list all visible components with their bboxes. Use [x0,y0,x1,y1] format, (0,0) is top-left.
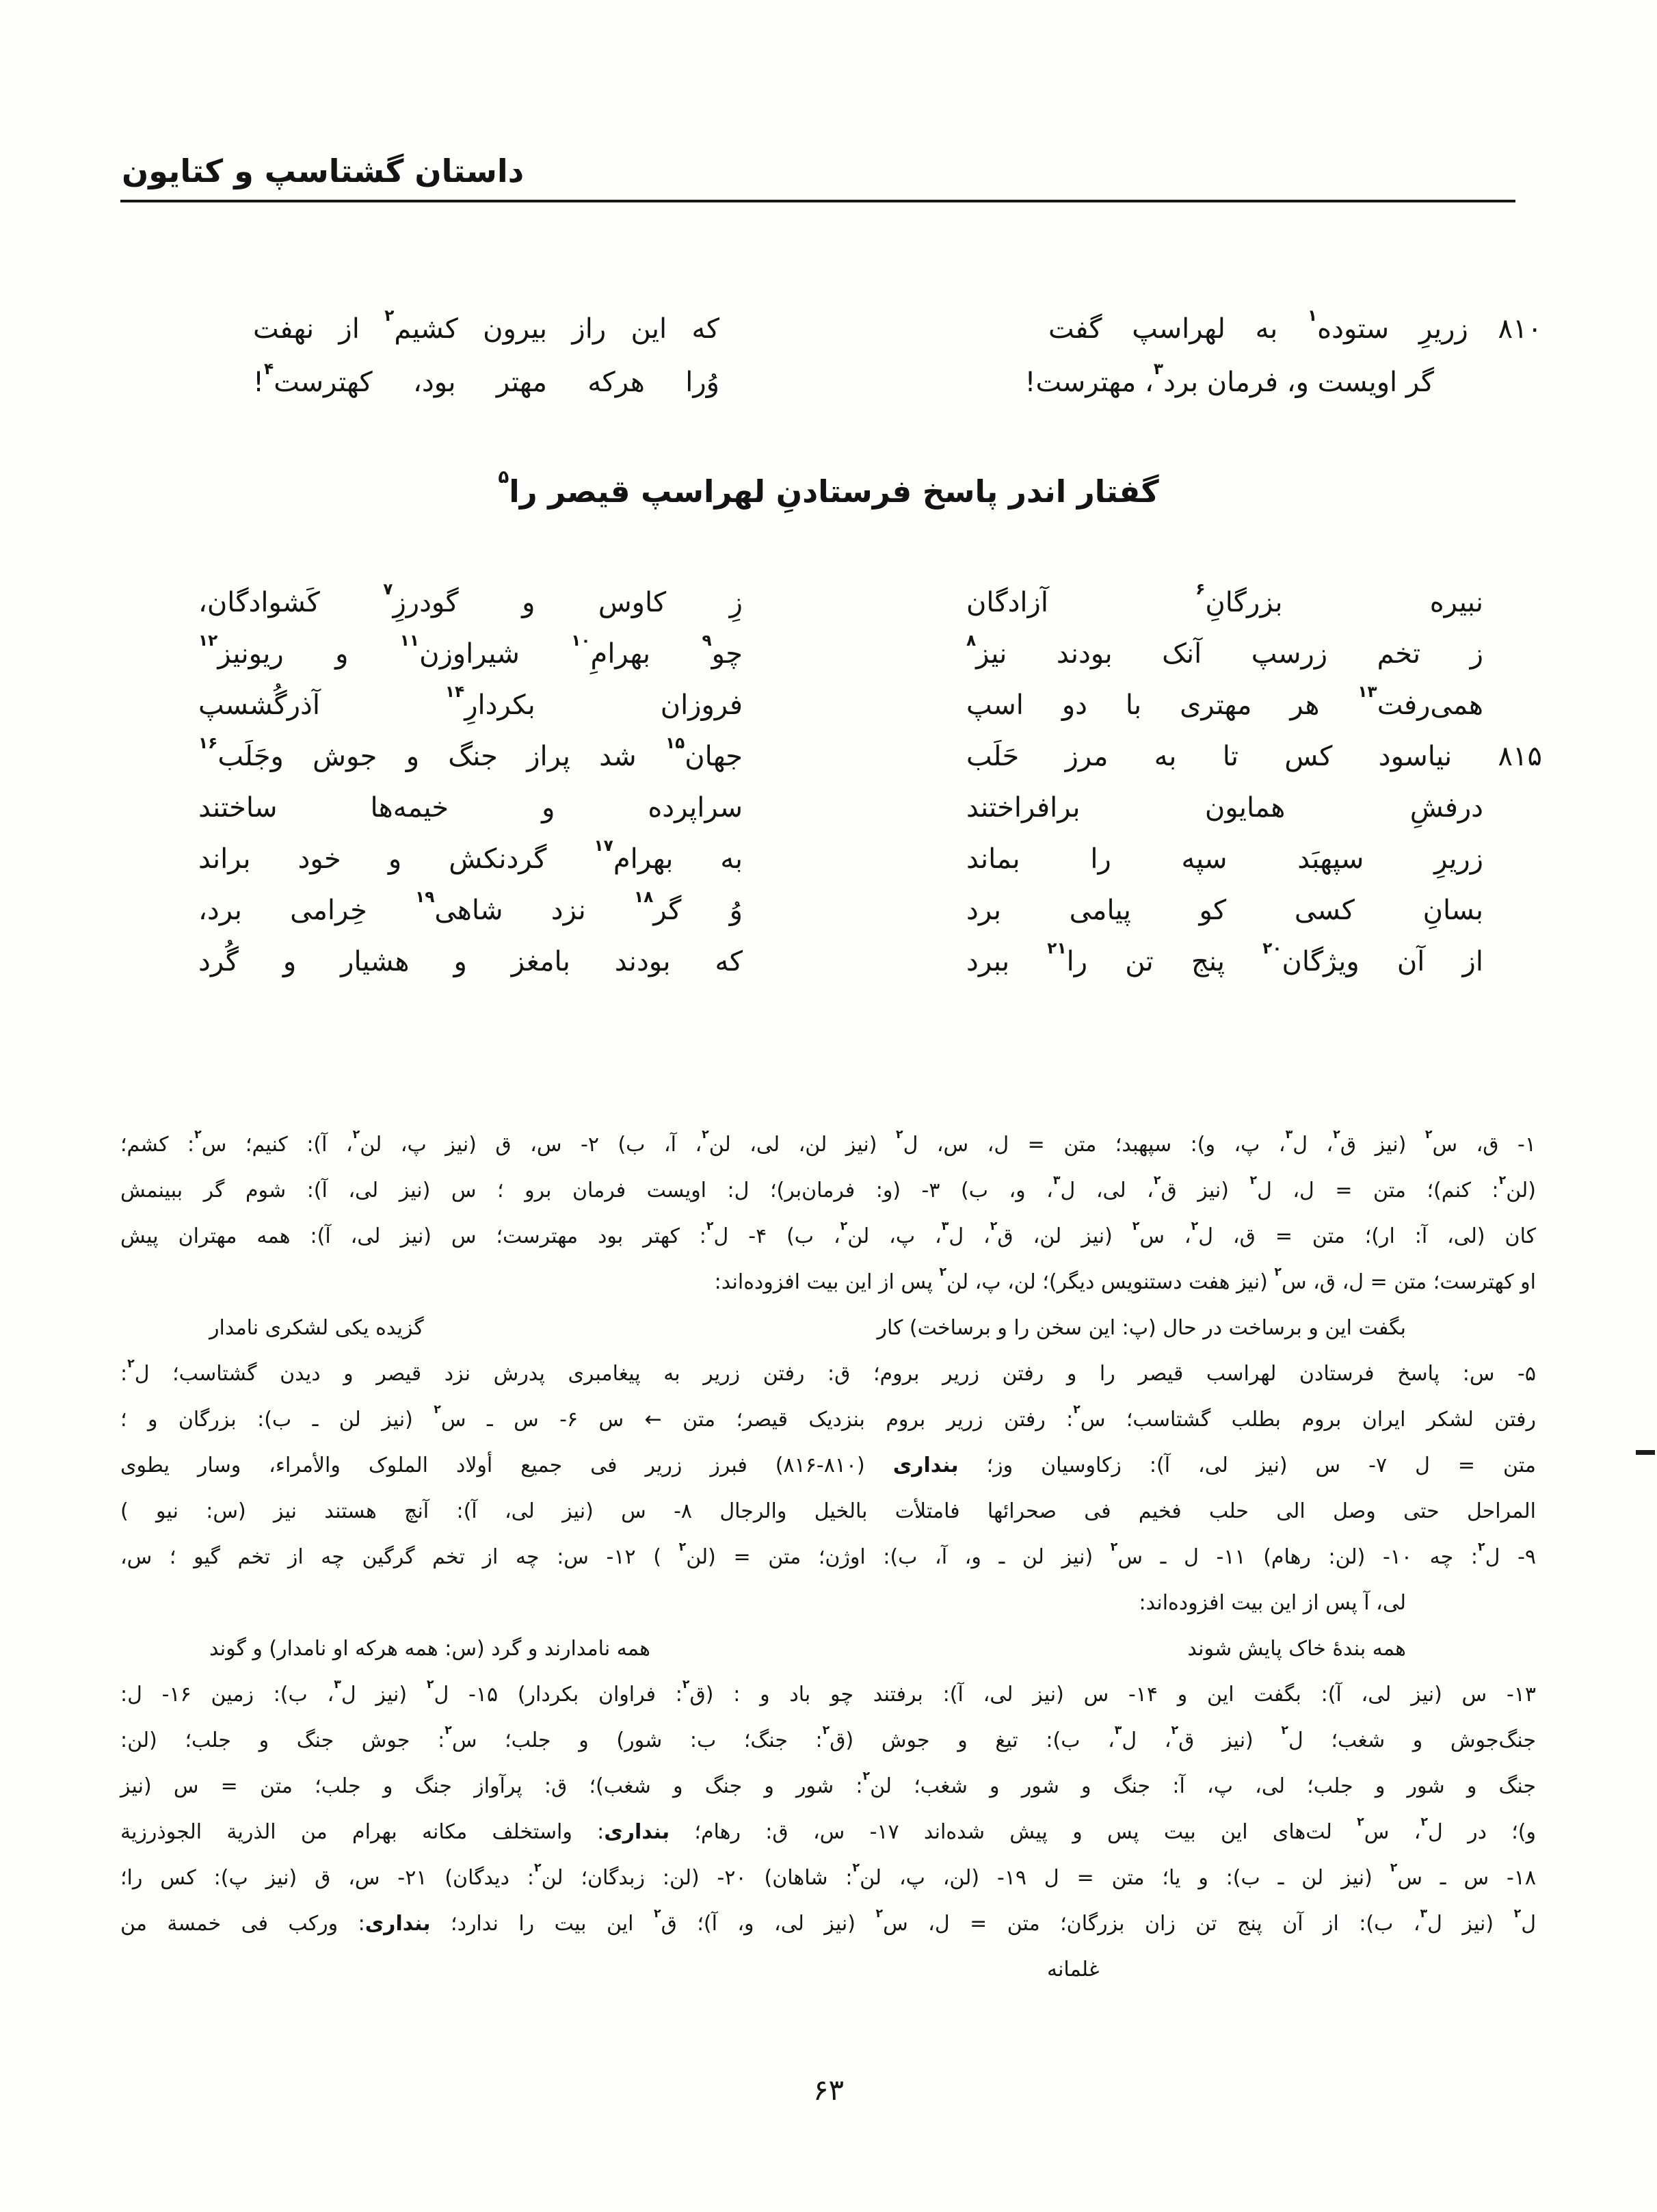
hemistich-right: همی‌رفت$^{۱۳}$ هر مهتری با دو اسپ [966,683,1483,721]
couplet [0,361,1657,405]
footnote-line: ۱- ق، س$^۲$ (نیز ق$^۲$، ل$^۳$، پ، و): سپهبد؛ متن = ل، س، ل$^۲$ (نیز لن، لی، لن$^۲$، آ، ب) ۲- س، ق (نیز پ، لن$^۲$، آ): کنیم؛ س$^۲$: کشم؛ [120,1128,1536,1157]
hemistich-left: که این راز بیرون کشیم$^۲$ از نهفت [253,306,719,345]
couplet [0,735,1657,779]
footnote-line: المراحل حتی وصل الی حلب فخیم فی صحرائها فامتلأت بالخیل والرجال ۸- س (نیز لی، آ): آنچ هستند نیز (س: نیو ) [120,1499,1537,1523]
footnote-line: ۱۳- س (نیز لی، آ): بگفت این و ۱۴- س (نیز لی، آ): برفتند چو باد و : (ق$^۲$: فراوان بکردار) ۱۵- ل$^۲$ (نیز ل$^۳$، ب): زمین ۱۶- ل: [120,1678,1536,1707]
couplet [0,838,1657,882]
scan-edge-mark [1636,1450,1655,1455]
header-rule [120,200,1515,202]
hemistich-left: همه نامدارند و گرد (س: همه هرکه او نامدار) و گوند [209,1637,650,1661]
hemistich-right: بگفت این و برساخت در حال (پ: این سخن را و برساخت) کار [877,1316,1406,1340]
footnote-line: ۱۸- س ـ س$^۲$ (نیز لن ـ ب): و یا؛ متن = ل ۱۹- (لن، پ، لن$^۲$: شاهان) ۲۰- (لن: زبدگان؛ لن$^۲$: دیدگان) ۲۱- س، ق (نیز پ): کس را؛ [120,1861,1537,1890]
footnote-line: لی، آ پس از این بیت افزوده‌اند: [1139,1591,1406,1615]
hemistich-right: ز تخم زرسپ آنک بودند نیز$^۸$ [966,631,1483,670]
hemistich-left: وُرا هرکه مهتر بود، کهترست$^۴$! [253,360,719,398]
couplet [0,581,1657,625]
footnote-inserted-verse [120,1626,1536,1672]
footnote-line: جنگ و شور و جلب؛ لی، پ، آ: جنگ و شور و شغب؛ لن$^۲$: شور و جنگ و شغب)؛ ق: پرآواز جنگ و جلب؛ متن = س (نیز [120,1769,1536,1798]
hemistich-right: درفشِ همایون برافراختند [966,792,1483,824]
couplet [0,889,1657,933]
couplet [0,940,1657,984]
couplet [0,633,1657,676]
footnotes-block [120,1122,1536,1992]
footnote-line: (لن$^۲$: کنم)؛ متن = ل، ل$^۲$ (نیز ق$^۲$، لی، ل$^۳$، و، ب) ۳- (و: فرمان‌بر)؛ ل: اویست فرمان برو ؛ س (نیز لی، آ): شوم گر ببینمش [120,1174,1536,1202]
footnote-line: کان (لی، آ: ار)؛ متن = ق، ل$^۲$، س$^۲$ (نیز لن، ق$^۲$، ل$^۳$، پ، لن$^۲$، ب) ۴- ل$^۲$: کهتر بود مهترست؛ س (نیز لی، آ): همه مهتران پیش [120,1220,1536,1248]
footnote-line: ۵- س: پاسخ فرستادن لهراسب قیصر را و رفتن زریر بروم؛ ق: رفتن زریر به پیغامبری پدرش نزد قیصر و دیدن گشتاسب؛ ل$^۲$: [120,1357,1536,1386]
footnote-line: غلمانه [1047,1958,1100,1981]
running-title: داستان گشتاسپ و کتایون [122,153,525,189]
footnote-line: رفتن لشکر ایران بروم بطلب گشتاسب؛ س$^۲$: رفتن زریر بروم بنزدیک قیصر؛ متن ← س ۶- س ـ س$^۲$ (نیز لن ـ ب): بزرگان و ؛ [120,1403,1536,1432]
couplet [0,308,1657,352]
hemistich-right: ۸۱۰ زریرِ ستوده$^۱$ به لهراسپ گفت [1048,306,1542,345]
hemistich-left: سراپرده و خیمه‌ها ساختند [198,792,743,824]
couplet [0,684,1657,728]
hemistich-left: به بهرام$^{۱۷}$ گردنکش و خود براند [198,837,743,875]
hemistich-right: گر اویست و، فرمان برد$^۳$، مهترست! [1024,360,1434,398]
couplet [0,787,1657,830]
hemistich-left: فروزان بکردارِ$^{۱۴}$ آذرگُشسپ [198,683,743,721]
hemistich-left: جهان$^{۱۵}$ شد پراز جنگ و جوش وجَلَب$^{۱۶}$ [198,734,743,772]
hemistich-right: ۸۱۵ نیاسود کس تا به مرز حَلَب [966,741,1542,772]
hemistich-right: همه بندهٔ خاک پایش شوند [1187,1637,1406,1661]
footnote-line: و)؛ در ل$^۲$، س$^۲$ لت‌های این بیت پس و پیش شده‌اند ۱۷- س، ق: رهام؛ بنداری: واستخلف مکانه بهرام من الذریة الجوذرزیة [120,1815,1536,1844]
hemistich-right: بسانِ کسی کو پیامی برد [966,895,1483,926]
hemistich-right: زریرِ سپهبَد سپه را بماند [966,843,1483,875]
footnote-line: ل$^۲$ (نیز ل$^۳$، ب): از آن پنج تن زان بزرگان؛ متن = ل، س$^۲$ (نیز لی، و، آ)؛ ق$^۲$ این بیت را ندارد؛ بنداری: ورکب فی خمسة من [120,1907,1536,1936]
hemistich-right: نبیره بزرگانِ$^۶$ آزادگان [966,580,1483,618]
hemistich-left: وُ گر$^{۱۸}$ نزد شاهی$^{۱۹}$ خِرامی برد، [198,888,743,926]
footnote-line: او کهترست؛ متن = ل، ق، س$^۲$ (نیز هفت دستنویس دیگر)؛ لن، پ، لن$^۲$ پس از این بیت افزوده‌اند: [714,1265,1536,1294]
footnote-line: جنگ‌جوش و شغب؛ ل$^۲$ (نیز ق$^۲$، ل$^۳$، ب): تیغ و جوش (ق$^۲$: جنگ؛ ب: شور) و جلب؛ س$^۲$: جوش جنگ و جلب؛ (لن: [120,1724,1537,1752]
footnote-line: ۹- ل$^۲$: چه ۱۰- (لن: رهام) ۱۱- ل ـ س$^۲$ (نیز لن ـ و، آ، ب): اوژن؛ متن = (لن$^۲$ ) ۱۲- س: چه از تخم گرگین چه از تخم گیو ؛ س، [120,1540,1537,1569]
footnote-inserted-verse [120,1305,1536,1351]
page-number: ۶۳ [812,2073,845,2107]
hemistich-right: از آن ویژگان$^{۲۰}$ پنج تن را$^{۲۱}$ ببرد [966,939,1483,977]
hemistich-left: گزیده یکی لشکری نامدار [209,1316,424,1340]
hemistich-left: که بودند بامغز و هشیار و گُرد [198,946,743,977]
hemistich-left: زِ کاوس و گودرزِ$^۷$ کَشوادگان، [198,580,743,618]
section-heading: گفتار اندر پاسخ فرستادنِ لهراسپ قیصر را$^۵$ [498,467,1159,510]
hemistich-left: چو$^۹$ بهرامِ$^{۱۰}$ شیراوزن$^{۱۱}$ و ریونیز$^{۱۲}$ [198,631,743,670]
footnote-line: متن = ل ۷- س (نیز لی، آ): زکاوسیان وز؛ بنداری (۸۱۰-۸۱۶) فبرز زریر فی جمیع أولاد الملوک والأمراء، وسار یطوی [120,1453,1536,1477]
